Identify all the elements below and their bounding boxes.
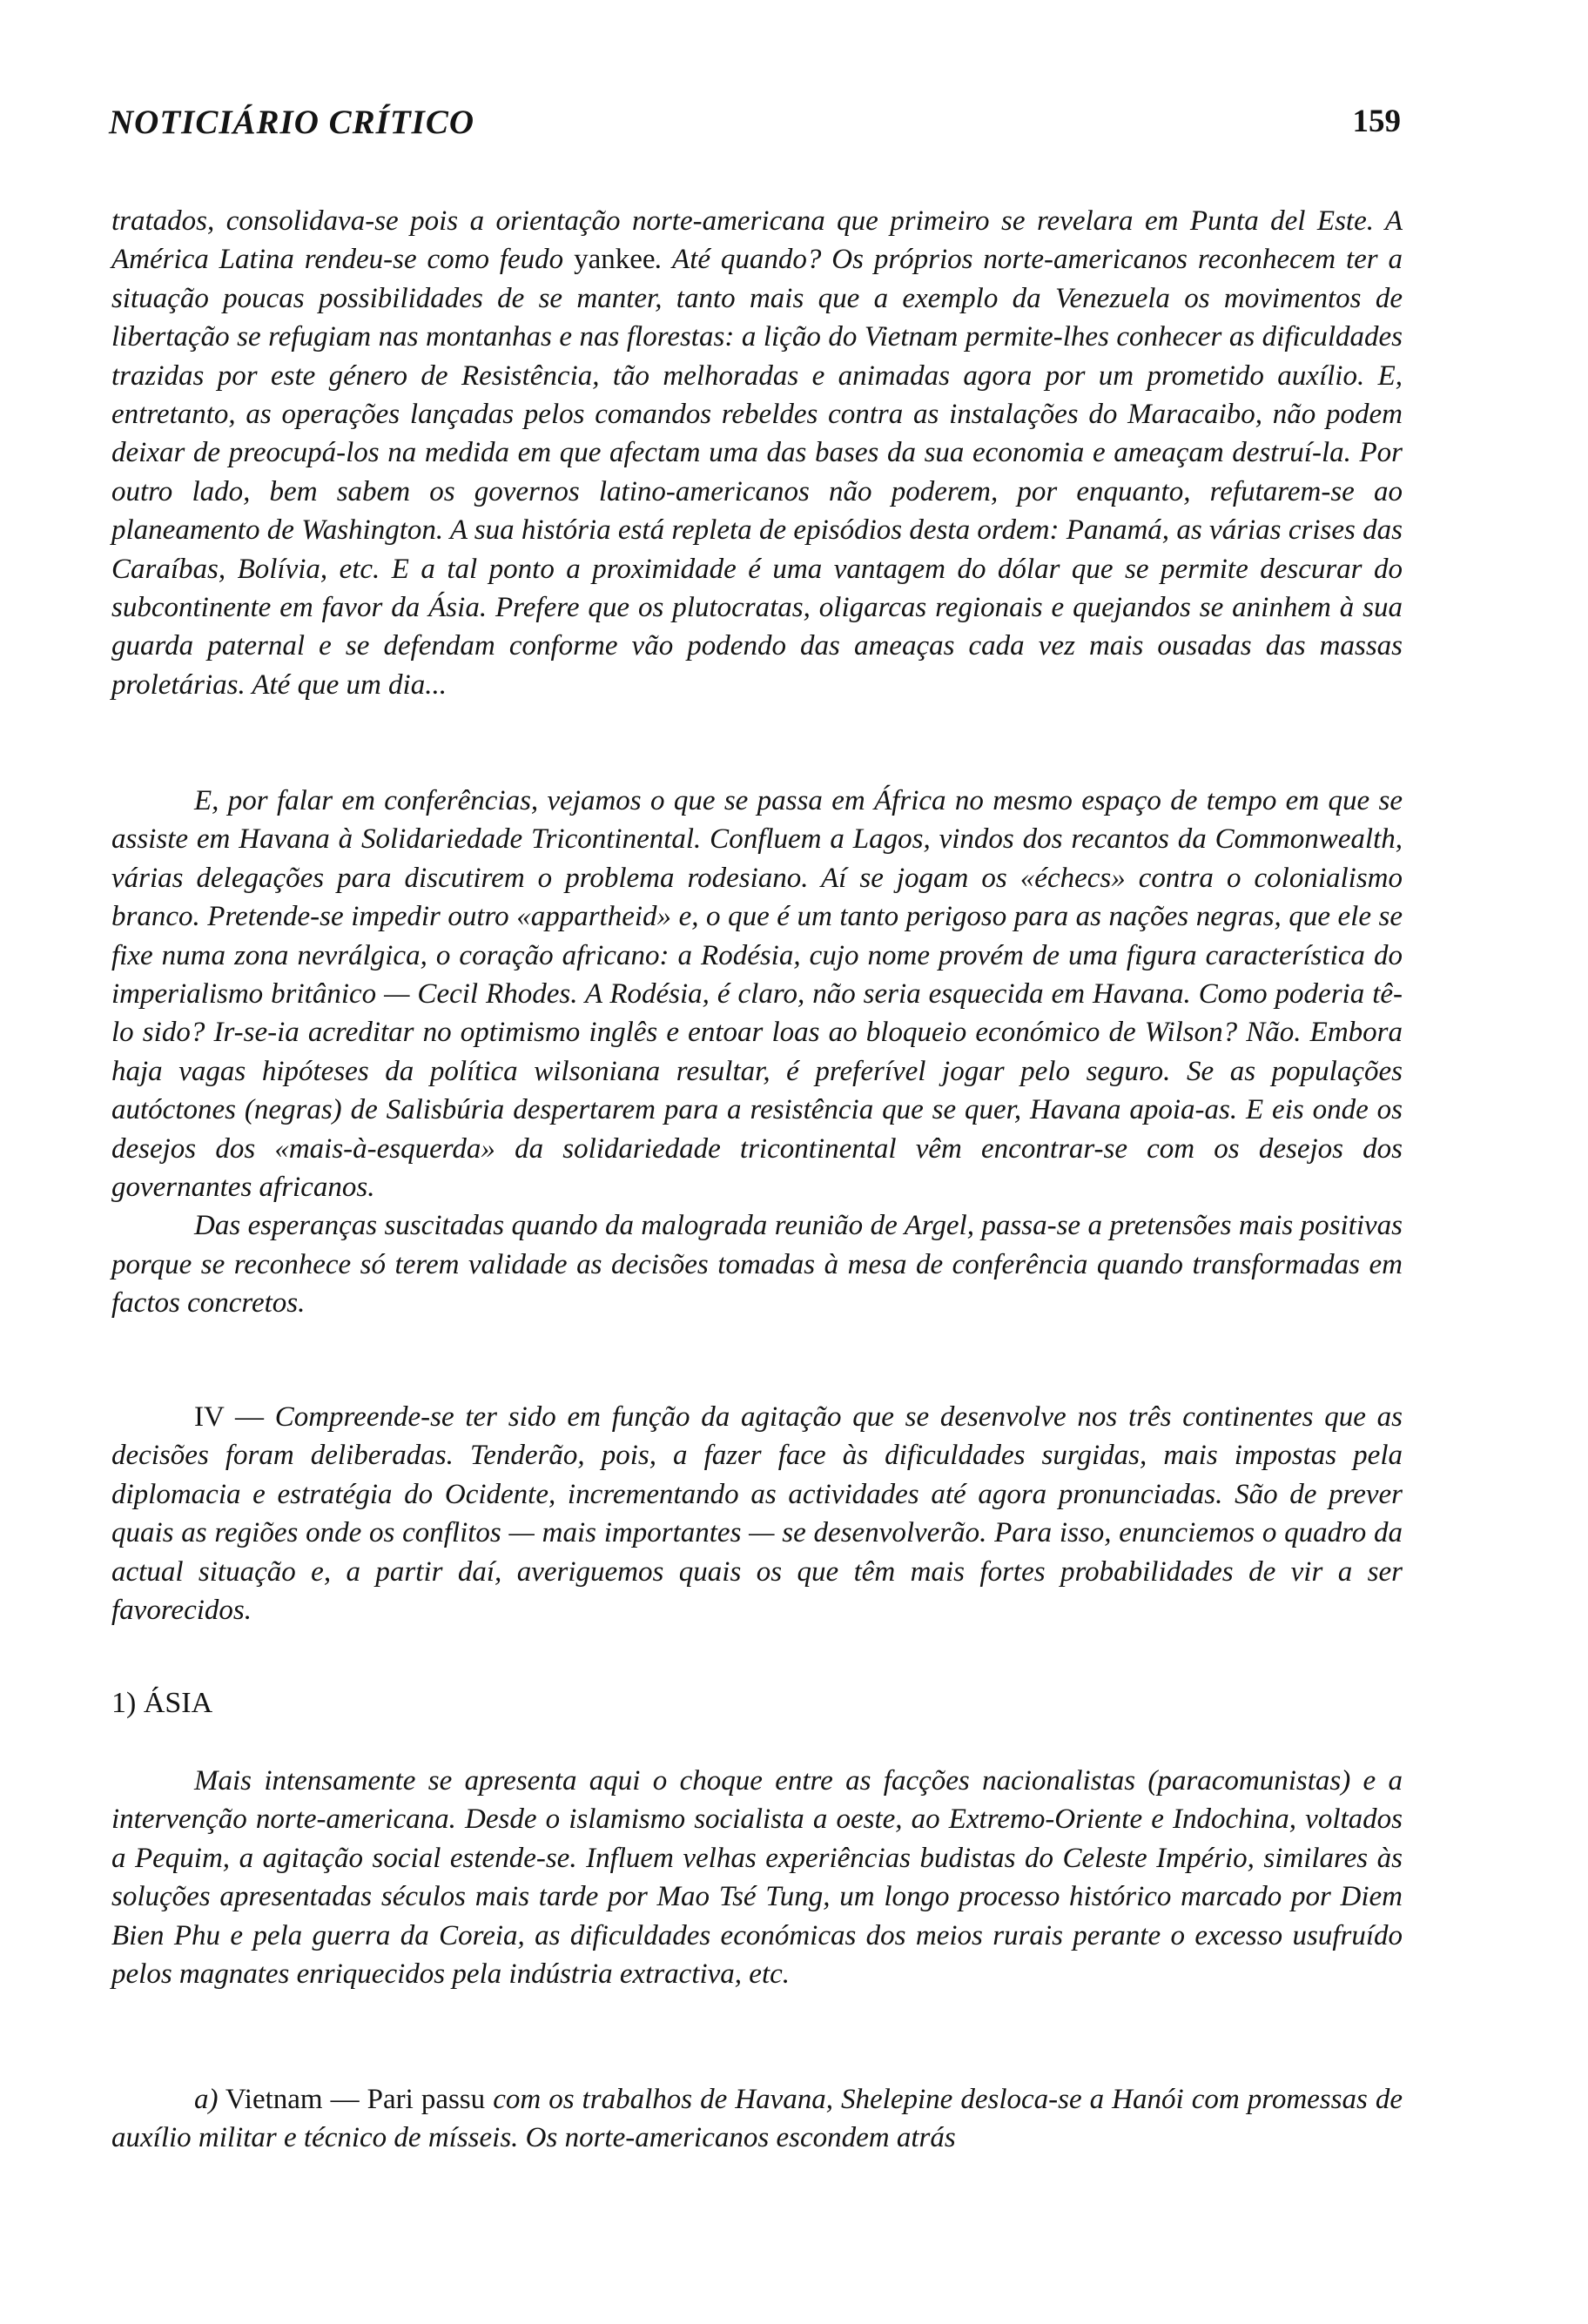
paragraph-6-text: com os trabalhos de Havana, Shelepine desloca-se a Hanói com promessas de auxílio militar e técnico de mísseis. Os norte-americanos escondem atrás (111, 2084, 1403, 2154)
running-title: NOTICIÁRIO CRÍTICO (109, 104, 475, 141)
paragraph-1-yankee: yankee (574, 244, 656, 276)
paragraph-4-text: Compreende-se ter sido em função da agitação que se desenvolve nos três continentes que as decisões foram deliberadas. Tenderão, pois, a fazer face às dificuldades surgidas, mais impostas pela diplomacia e estratégia do Ocidente, incrementando as actividades até agora pronunciadas. São de prever quais as regiões onde os conflitos — mais importantes — se desenvolverão. Para isso, enunciemos o quadro da actual situação e, a partir daí, averiguemos quais os que têm mais fortes probabilidades de vir a ser favorecidos. (111, 1401, 1403, 1627)
page-number: 159 (1352, 104, 1401, 139)
subsection-marker: a) (194, 2084, 219, 2115)
paragraph-5-text: Mais intensamente se apresenta aqui o choque entre as facções nacionalistas (paracomunistas) e a intervenção norte-americana. Desde o islamismo socialista a oeste, ao Extremo-Oriente e Indochina, voltados a Pequim, a agitação social estende-se. Influem velhas experiências budistas do Celeste Império, similares às soluções apresentadas séculos mais tarde por Mao Tsé Tung, um longo processo histórico marcado por Diem Bien Phu e pela guerra da Coreia, as dificuldades económicas dos meios rurais perante o excesso usufruído pelos magnates enriquecidos pela indústria extractiva, etc. (111, 1765, 1403, 1991)
paragraph-1-text-c: . Até quando? Os próprios norte-americanos reconhecem ter a situação poucas possibilidades de se manter, tanto mais que a exemplo da Venezuela os movimentos de libertação se refugiam nas montanhas e nas florestas: a lição do Vietnam permite-lhes conhecer as dificuldades trazidas por este género de Resistência, tão melhoradas e animadas agora por um prometido auxílio. E, entretanto, as operações lançadas pelos comandos rebeldes contra as instalações do Maracaibo, não podem deixar de preocupá-los na medida em que afectam uma das bases da sua economia e ameaçam destruí-la. Por outro lado, bem sabem os governos latino-americanos não poderem, por enquanto, refutarem-se ao planeamento de Washington. A sua história está repleta de episódios desta ordem: Panamá, as várias crises das Caraíbas, Bolívia, etc. E a tal ponto a proximidade é uma vantagem do dólar que se permite descurar do subcontinente em favor da Ásia. Prefere que os plutocratas, oligarcas regionais e quejandos se aninhem à sua guarda paternal e se defendam conforme vão podendo das ameaças cada vez mais ousadas das massas proletárias. Até que um dia... (111, 244, 1403, 701)
paragraph-group-2 (111, 782, 1403, 1323)
subsection-label-vietnam: Vietnam — Pari passu (218, 2084, 494, 2115)
paragraph-6 (111, 2080, 1403, 2158)
paragraph-1-text-a: tratados, consolidava-se pois a orientação norte-americana que primeiro se revelara em Punta del Este. A América Latina rendeu-se como feudo (111, 205, 1403, 276)
paragraph-5 (111, 1762, 1403, 1993)
section-heading-asia: 1) ÁSIA (111, 1687, 213, 1719)
paragraph-3: Das esperanças suscitadas quando da malograda reunião de Argel, passa-se a pretensões mais positivas porque se reconhece só terem validade as decisões tomadas à mesa de conferência quando transformadas em factos concretos. (111, 1210, 1403, 1320)
section-iv-label: IV — (194, 1401, 275, 1433)
paragraph-4 (111, 1398, 1403, 1629)
paragraph-2: E, por falar em conferências, vejamos o que se passa em África no mesmo espaço de tempo em que se assiste em Havana à Solidariedade Tricontinental. Confluem a Lagos, vindos dos recantos da Commonwealth, várias delegações para discutirem o problema rodesiano. Aí se jogam os «échecs» contra o colonialismo branco. Pretende-se impedir outro «appartheid» e, o que é um tanto perigoso para as nações negras, que ele se fixe numa zona nevrálgica, o coração africano: a Rodésia, cujo nome provém de uma figura característica do imperialismo britânico — Cecil Rhodes. A Rodésia, é claro, não seria esquecida em Havana. Como poderia tê-lo sido? Ir-se-ia acreditar no optimismo inglês e entoar loas ao bloqueio económico de Wilson? Não. Embora haja vagas hipóteses da política wilsoniana resultar, é preferível jogar pelo seguro. Se as populações autóctones (negras) de Salisbúria despertarem para a resistência que se quer, Havana apoia-as. E eis onde os desejos dos «mais-à-esquerda» da solidariedade tricontinental vêm encontrar-se com os desejos dos governantes africanos. (111, 785, 1403, 1204)
paragraph-1 (111, 202, 1403, 704)
